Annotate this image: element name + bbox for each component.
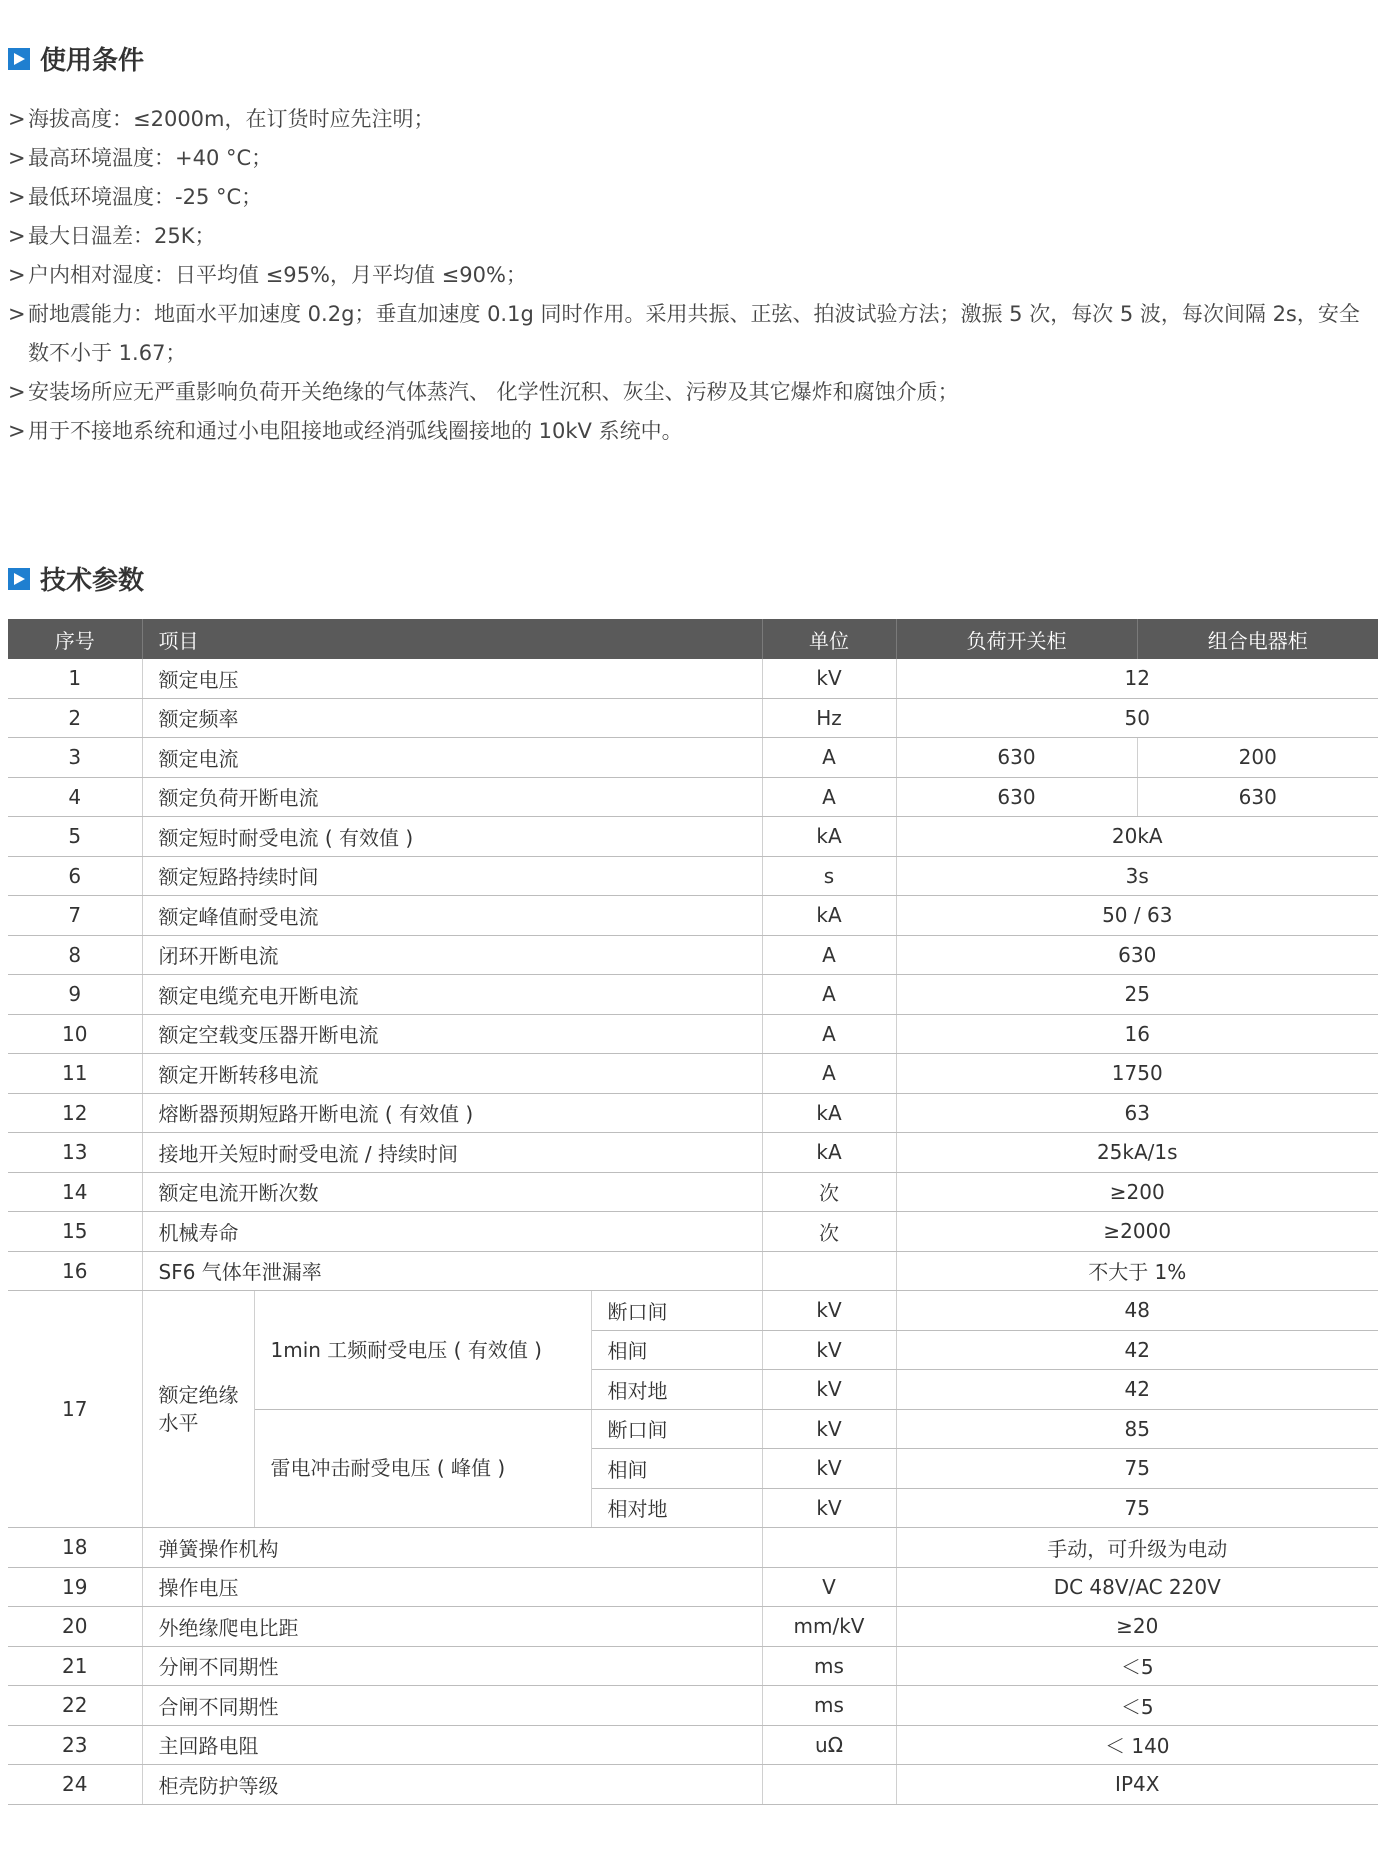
row-unit: A: [762, 1014, 896, 1054]
row-item: 额定开断转移电流: [142, 1054, 762, 1094]
condition-item: [8, 373, 1378, 412]
row-item: 额定空载变压器开断电流: [142, 1014, 762, 1054]
params-heading: [8, 560, 144, 597]
row-unit: kV: [762, 1370, 896, 1410]
row-item: 额定电流开断次数: [142, 1172, 762, 1212]
condition-text: 最大日温差：25K；: [28, 224, 216, 248]
insulation-sub-item: 断口间: [591, 1409, 762, 1449]
row-item: 闭环开断电流: [142, 935, 762, 975]
row-item: 机械寿命: [142, 1212, 762, 1252]
row-value: 25: [896, 975, 1378, 1015]
condition-item: [8, 217, 1378, 256]
row-unit: [762, 1765, 896, 1805]
row-value-load-switch: 630: [896, 777, 1137, 817]
table-row: [8, 1093, 1378, 1133]
insulation-sub-item: 相间: [591, 1330, 762, 1370]
row-unit: kA: [762, 896, 896, 936]
row-no: 12: [8, 1093, 142, 1133]
row-item: 额定峰值耐受电流: [142, 896, 762, 936]
table-row: [8, 1212, 1378, 1252]
row-item: 接地开关短时耐受电流 / 持续时间: [142, 1133, 762, 1173]
row-value: 85: [896, 1409, 1378, 1449]
play-arrow-icon: [8, 48, 30, 70]
bullet-arrow: >: [8, 380, 26, 404]
row-no: 24: [8, 1765, 142, 1805]
condition-text: 最高环境温度：+40 °C；: [28, 146, 273, 170]
conditions-list: [8, 100, 1378, 451]
row-no: 11: [8, 1054, 142, 1094]
table-row: [8, 738, 1378, 778]
row-unit: mm/kV: [762, 1607, 896, 1647]
row-item: 外绝缘爬电比距: [142, 1607, 762, 1647]
row-no: 21: [8, 1646, 142, 1686]
row-item: 额定电压: [142, 659, 762, 698]
row-value-load-switch: 630: [896, 738, 1137, 778]
table-row: [8, 1686, 1378, 1726]
condition-text: 户内相对湿度：日平均值 ≤95%，月平均值 ≤90%；: [28, 263, 527, 287]
row-item: 操作电压: [142, 1567, 762, 1607]
row-no: 10: [8, 1014, 142, 1054]
table-row: [8, 1054, 1378, 1094]
condition-item: [8, 412, 1378, 451]
row-value: ＜5: [896, 1686, 1378, 1726]
row-item: 弹簧操作机构: [142, 1528, 762, 1568]
row-no: 14: [8, 1172, 142, 1212]
condition-text: 海拔高度：≤2000m，在订货时应先注明；: [28, 107, 435, 131]
condition-text: 用于不接地系统和通过小电阻接地或经消弧线圈接地的 10kV 系统中。: [28, 419, 683, 443]
table-header-row: [8, 619, 1378, 659]
table-row: [8, 1291, 1378, 1331]
params-body: [8, 659, 1378, 1804]
row-no: 22: [8, 1686, 142, 1726]
table-row: [8, 1172, 1378, 1212]
row-item: 额定短时耐受电流 ( 有效值 ): [142, 817, 762, 857]
row-no: 4: [8, 777, 142, 817]
row-value: 12: [896, 659, 1378, 698]
bullet-arrow: >: [8, 185, 26, 209]
row-value: 20kA: [896, 817, 1378, 857]
row-value: ≥200: [896, 1172, 1378, 1212]
row-unit: A: [762, 738, 896, 778]
header-load-switch: 负荷开关柜: [896, 619, 1137, 659]
row-value: 16: [896, 1014, 1378, 1054]
row-unit: V: [762, 1567, 896, 1607]
row-unit: ms: [762, 1686, 896, 1726]
row-unit: uΩ: [762, 1725, 896, 1765]
table-row: [8, 896, 1378, 936]
row-value: 不大于 1%: [896, 1251, 1378, 1291]
header-no: 序号: [8, 619, 142, 659]
row-item: 额定电缆充电开断电流: [142, 975, 762, 1015]
row-unit: [762, 1251, 896, 1291]
conditions-heading: [8, 40, 144, 77]
row-value: 50 / 63: [896, 896, 1378, 936]
row-value: 42: [896, 1370, 1378, 1410]
table-row: [8, 1607, 1378, 1647]
table-row: [8, 1251, 1378, 1291]
row-no: 13: [8, 1133, 142, 1173]
table-row: [8, 1725, 1378, 1765]
row-no: 9: [8, 975, 142, 1015]
insulation-sub-item: 相间: [591, 1449, 762, 1489]
insulation-group-name: 1min 工频耐受电压 ( 有效值 ): [254, 1291, 591, 1410]
bullet-arrow: >: [8, 224, 26, 248]
bullet-arrow: >: [8, 146, 26, 170]
row-item: 分闸不同期性: [142, 1646, 762, 1686]
table-row: [8, 817, 1378, 857]
conditions-title: 使用条件: [40, 46, 145, 76]
row-item: 熔断器预期短路开断电流 ( 有效值 ): [142, 1093, 762, 1133]
row-unit: kV: [762, 659, 896, 698]
row-value: 48: [896, 1291, 1378, 1331]
row-no: 2: [8, 698, 142, 738]
row-no: 19: [8, 1567, 142, 1607]
condition-text: 耐地震能力：地面水平加速度 0.2g；垂直加速度 0.1g 同时作用。采用共振、正弦、拍波试验方法；激振 5 次，每次 5 波，每次间隔 2s，安全数不小于 1.67；: [28, 302, 1360, 365]
table-row: [8, 935, 1378, 975]
row-no: 6: [8, 856, 142, 896]
row-no: 20: [8, 1607, 142, 1647]
row-item: 柜壳防护等级: [142, 1765, 762, 1805]
insulation-sub-item: 断口间: [591, 1291, 762, 1331]
row-value: 63: [896, 1093, 1378, 1133]
row-value: ≥2000: [896, 1212, 1378, 1252]
row-no: 5: [8, 817, 142, 857]
table-row: [8, 1133, 1378, 1173]
bullet-arrow: >: [8, 263, 26, 287]
row-item: 额定绝缘水平: [142, 1291, 254, 1528]
row-no: 16: [8, 1251, 142, 1291]
row-unit: A: [762, 1054, 896, 1094]
table-row: [8, 698, 1378, 738]
table-row: [8, 1765, 1378, 1805]
play-arrow-icon: [8, 568, 30, 590]
table-row: [8, 975, 1378, 1015]
row-unit: kV: [762, 1409, 896, 1449]
table-row: [8, 856, 1378, 896]
row-unit: kV: [762, 1330, 896, 1370]
bullet-arrow: >: [8, 419, 26, 443]
header-combo: 组合电器柜: [1137, 619, 1378, 659]
row-unit: kV: [762, 1291, 896, 1331]
row-item: 合闸不同期性: [142, 1686, 762, 1726]
bullet-arrow: >: [8, 107, 26, 131]
row-no: 7: [8, 896, 142, 936]
insulation-sub-item: 相对地: [591, 1370, 762, 1410]
row-unit: s: [762, 856, 896, 896]
header-unit: 单位: [762, 619, 896, 659]
row-item: 额定短路持续时间: [142, 856, 762, 896]
insulation-group-name: 雷电冲击耐受电压 ( 峰值 ): [254, 1409, 591, 1528]
row-unit: A: [762, 975, 896, 1015]
condition-item: [8, 139, 1378, 178]
table-row: [8, 659, 1378, 698]
row-unit: kA: [762, 1133, 896, 1173]
row-value: 手动，可升级为电动: [896, 1528, 1378, 1568]
table-row: [8, 1646, 1378, 1686]
condition-item: [8, 256, 1378, 295]
row-unit: kV: [762, 1449, 896, 1489]
table-row: [8, 1528, 1378, 1568]
row-value-combo: 630: [1137, 777, 1378, 817]
bullet-arrow: >: [8, 302, 26, 326]
row-no: 15: [8, 1212, 142, 1252]
row-value: ＜ 140: [896, 1725, 1378, 1765]
row-value-combo: 200: [1137, 738, 1378, 778]
row-no: 17: [8, 1291, 142, 1528]
insulation-sub-item: 相对地: [591, 1488, 762, 1528]
row-item: 额定电流: [142, 738, 762, 778]
row-value: 75: [896, 1488, 1378, 1528]
header-item: 项目: [142, 619, 762, 659]
row-item: 额定频率: [142, 698, 762, 738]
row-unit: kA: [762, 817, 896, 857]
row-value: 25kA/1s: [896, 1133, 1378, 1173]
row-item: 额定负荷开断电流: [142, 777, 762, 817]
condition-text: 安装场所应无严重影响负荷开关绝缘的气体蒸汽、 化学性沉积、灰尘、污秽及其它爆炸和腐蚀介质；: [28, 380, 959, 404]
row-unit: kA: [762, 1093, 896, 1133]
table-row: [8, 1014, 1378, 1054]
row-no: 18: [8, 1528, 142, 1568]
condition-item: [8, 178, 1378, 217]
condition-text: 最低环境温度：-25 °C；: [28, 185, 263, 209]
row-unit: 次: [762, 1212, 896, 1252]
condition-item: [8, 295, 1378, 373]
row-value: ≥20: [896, 1607, 1378, 1647]
table-row: [8, 777, 1378, 817]
row-no: 8: [8, 935, 142, 975]
row-value: 630: [896, 935, 1378, 975]
row-value: 50: [896, 698, 1378, 738]
row-no: 3: [8, 738, 142, 778]
row-value: DC 48V/AC 220V: [896, 1567, 1378, 1607]
row-unit: Hz: [762, 698, 896, 738]
row-item: 主回路电阻: [142, 1725, 762, 1765]
params-title: 技术参数: [40, 566, 145, 596]
row-value: IP4X: [896, 1765, 1378, 1805]
row-unit: ms: [762, 1646, 896, 1686]
row-no: 23: [8, 1725, 142, 1765]
row-unit: kV: [762, 1488, 896, 1528]
row-item: SF6 气体年泄漏率: [142, 1251, 762, 1291]
row-value: 42: [896, 1330, 1378, 1370]
row-unit: 次: [762, 1172, 896, 1212]
row-value: 3s: [896, 856, 1378, 896]
row-unit: [762, 1528, 896, 1568]
row-no: 1: [8, 659, 142, 698]
row-unit: A: [762, 777, 896, 817]
row-unit: A: [762, 935, 896, 975]
params-table: [8, 619, 1378, 1805]
condition-item: [8, 100, 1378, 139]
row-value: 1750: [896, 1054, 1378, 1094]
row-value: ＜5: [896, 1646, 1378, 1686]
row-value: 75: [896, 1449, 1378, 1489]
table-row: [8, 1567, 1378, 1607]
